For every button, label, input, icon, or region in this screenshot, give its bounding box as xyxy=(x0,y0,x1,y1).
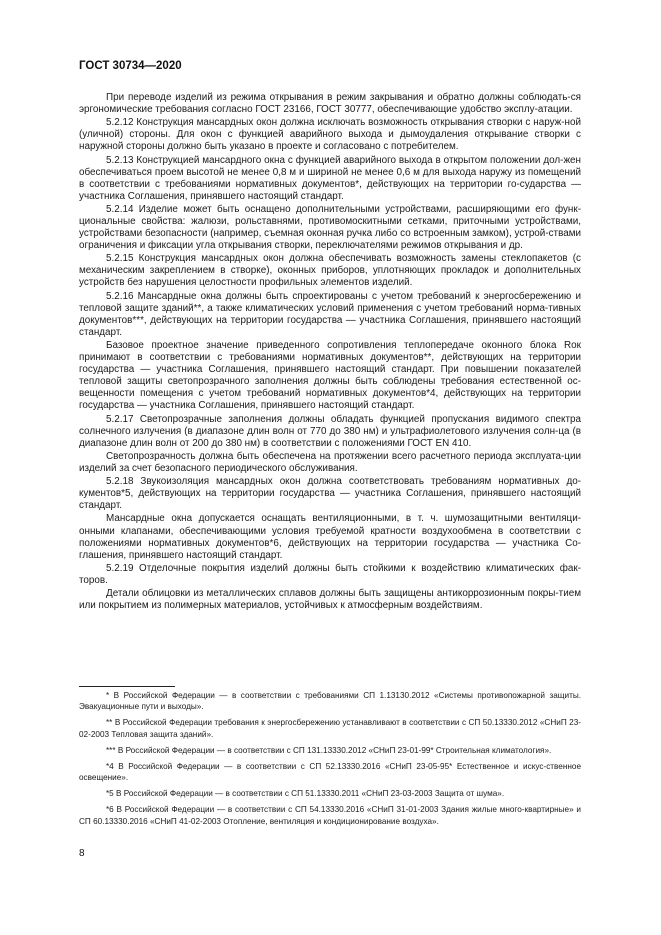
paragraph: Мансардные окна допускается оснащать вентиляционными, в т. ч. шумозащитными вентиляци-онными клапанами, обеспечивающими условия требуемой кратности воздухообмена в соответствии с положениями нормативных документов*6, действующих на территории государства — участника Со-глашения, принявшего настоящий стандарт. xyxy=(79,513,581,561)
footnote: * В Российской Федерации — в соответствии с требованиями СП 1.13130.2012 «Системы противопожарной защиты. Эвакуационные пути и выходы». xyxy=(79,691,581,712)
footnote: *5 В Российской Федерации — в соответствии с СП 51.13330.2011 «СНиП 23-03-2003 Защита от шума». xyxy=(106,789,505,799)
footnote-divider xyxy=(79,686,175,687)
footnote: *4 В Российской Федерации — в соответствии с СП 52.13330.2016 «СНиП 23-05-95* Естественное и искус-ственное освещение». xyxy=(79,761,581,783)
paragraph-5-2-12: 5.2.12 Конструкция мансардных окон должна исключать возможность открывания створки с наруж-ной (уличной) стороны. Для окон с функцией аварийного выхода и дымоудаления открывание створки с наружной стороны должно быть указано в проекте и согласовано с потребителем. xyxy=(79,117,581,153)
footnote: *6 В Российской Федерации — в соответствии с СП 54.13330.2016 «СНиП 31-01-2003 Здания жилые много-квартирные» и СП 60.13330.2016 «СНиП 41-02-2003 Отопление, вентиляция и кондиционирование воздуха». xyxy=(79,805,581,826)
paragraph-5-2-15: 5.2.15 Конструкция мансардных окон должна обеспечивать возможность замены стеклопакетов (с механическим закреплением в створке), оконных приборов, уплотняющих прокладок и дополнительных устройств без нарушения целостности профильных элементов изделий. xyxy=(79,253,581,289)
paragraph-5-2-16: 5.2.16 Мансардные окна должны быть спроектированы с учетом требований к энергосбережению и тепловой защите зданий**, а также климатических условий применения с учетом требований норма-тивных документов***, действующих на территории государства — участника Соглашения, принявшего настоящий стандарт. xyxy=(79,290,581,338)
paragraph-5-2-19: 5.2.19 Отделочные покрытия изделий должны быть стойкими к воздействию климатических фак-торов. xyxy=(79,562,581,586)
paragraph-5-2-17: 5.2.17 Светопрозрачные заполнения должны обладать функцией пропускания видимого спектра солнечного излучения (в диапазоне длин волн от 770 до 380 нм) и ультрафиолетового излучения солн-ца (в диапазоне длин волн от 200 до 380 нм) в соответствии с положениями ГОСТ EN 410. xyxy=(79,413,581,449)
page-number: 8 xyxy=(79,848,85,859)
paragraph: Детали облицовки из металлических сплавов должны быть защищены антикоррозионным покры-тием или покрытием из полимерных материалов, устойчивых к атмосферным воздействиям. xyxy=(79,588,581,612)
footnotes xyxy=(79,690,581,827)
paragraph: Светопрозрачность должна быть обеспечена на протяжении всего расчетного периода эксплуата-ции изделий за счет безопасного периодического обслуживания. xyxy=(79,450,581,474)
paragraph-5-2-14: 5.2.14 Изделие может быть оснащено дополнительными устройствами, расширяющими его функ-циональные свойства: жалюзи, рольставнями, противомоскитными сетками, приточными устройствами, устройствами безопасности (например, съемная оконная ручка либо со встроенным замком), устрой-ствами ограничения и фиксации угла открывания створки, переключателями режимов открывания и др. xyxy=(79,203,581,252)
document-header: ГОСТ 30734—2020 xyxy=(79,60,182,72)
paragraph-5-2-18: 5.2.18 Звукоизоляция мансардных окон должна соответствовать требованиям нормативных до-кументов*5, действующих на территории государства — участника Соглашения, принявшего настоящий стандарт. xyxy=(79,476,581,512)
paragraph: Базовое проектное значение приведенного сопротивления теплопередаче оконного блока Rок принимают в соответствии с требованиями нормативных документов**, действующих на территории государства — участника Соглашения, принявшего настоящий стандарт. При повышении показателей тепловой защиты светопрозрачного заполнения должны быть соблюдены требования естественной ос-вещенности помещения с учетом требований нормативных документов*4, действующих на территории государства — участника Соглашения, принявшего настоящий стандарт. xyxy=(79,340,581,412)
paragraph-5-2-13: 5.2.13 Конструкцией мансардного окна с функцией аварийного выхода в открытом положении дол-жен обеспечиваться проем высотой не менее 0,8 м и шириной не менее 0,6 м для выхода наружу из помещений в соответствии с требованиями нормативных документов*, действующих на территории го-сударства — участника Соглашения, принявшего настоящий стандарт. xyxy=(79,154,581,202)
footnote: ** В Российской Федерации требования к энергосбережению устанавливают в соответствии с СП 50.13330.2012 «СНиП 23-02-2003 Тепловая защита зданий». xyxy=(79,718,581,739)
footnote: *** В Российской Федерации — в соответствии с СП 131.13330.2012 «СНиП 23-01-99* Строительная климатология». xyxy=(106,745,552,755)
paragraph: При переводе изделий из режима открывания в режим закрывания и обратно должны соблюдать-ся эргономические требования согласно ГОСТ 23166, ГОСТ 30777, обеспечивающие удобство эксплу-атации. xyxy=(79,92,581,116)
body-text xyxy=(79,92,581,612)
